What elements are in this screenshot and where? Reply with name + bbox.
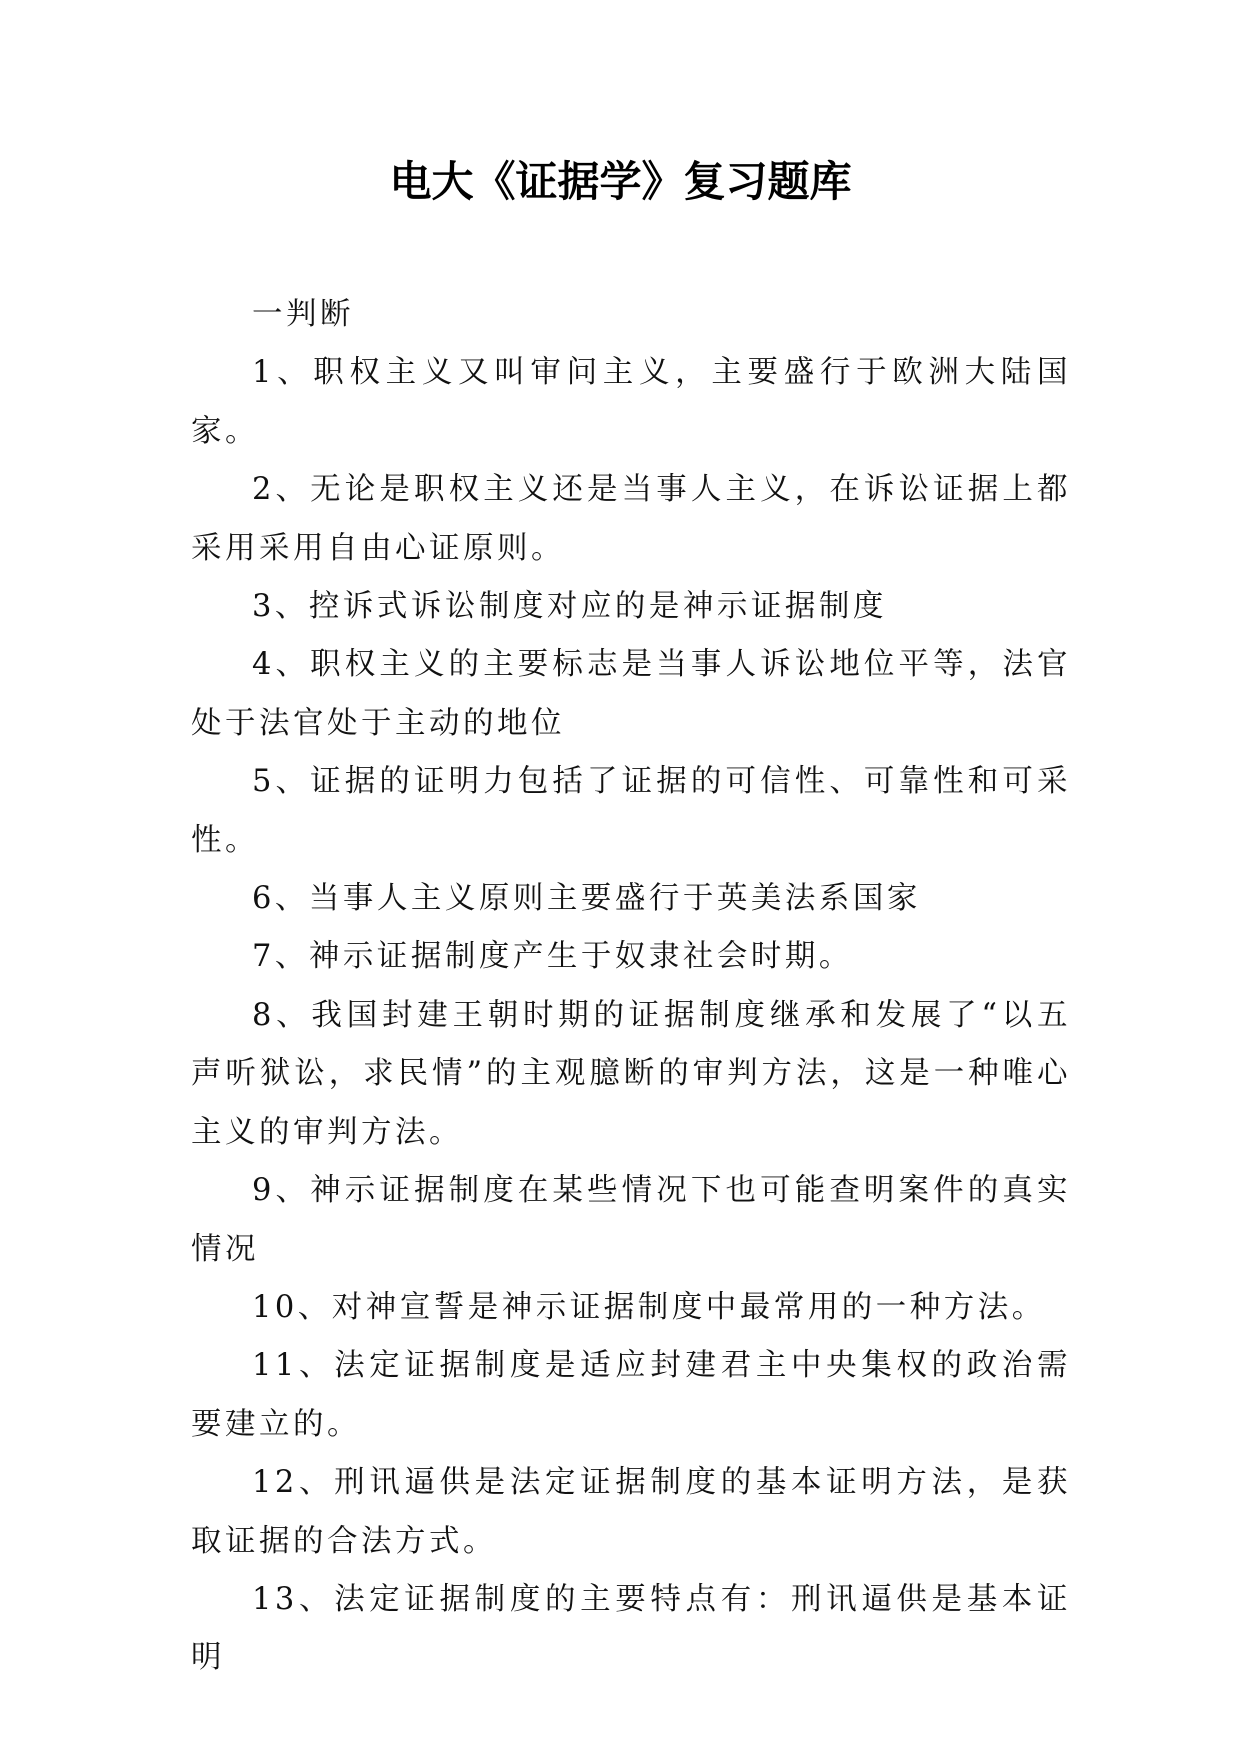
question-item-11: 11、法定证据制度是适应封建君主中央集权的政治需要建立的。	[191, 1348, 1071, 1442]
question-item-9: 9、神示证据制度在某些情况下也可能查明案件的真实情况	[191, 1173, 1071, 1267]
question-item-10: 10、对神宣誓是神示证据制度中最常用的一种方法。	[252, 1289, 1046, 1325]
question-item-8: 8、我国封建王朝时期的证据制度继承和发展了“以五声听狱讼，求民情”的主观臆断的审判方法，这是一种唯心主义的审判方法。	[191, 997, 1071, 1150]
question-item-12: 12、刑讯逼供是法定证据制度的基本证明方法，是获取证据的合法方式。	[191, 1465, 1071, 1559]
question-item-3: 3、控诉式诉讼制度对应的是神示证据制度	[252, 589, 887, 625]
question-item-2: 2、无论是职权主义还是当事人主义，在诉讼证据上都采用采用自由心证原则。	[191, 472, 1071, 566]
question-item-5: 5、证据的证明力包括了证据的可信性、可靠性和可采性。	[191, 764, 1071, 858]
document-title: 电大《证据学》复习题库	[389, 157, 852, 206]
question-item-6: 6、当事人主义原则主要盛行于英美法系国家	[252, 881, 921, 917]
question-item-1: 1、职权主义又叫审问主义，主要盛行于欧洲大陆国家。	[191, 355, 1071, 449]
question-item-4: 4、职权主义的主要标志是当事人诉讼地位平等，法官处于法官处于主动的地位	[191, 647, 1071, 741]
document-body	[191, 286, 1071, 1688]
section-heading: 一判断	[252, 297, 354, 332]
question-item-13: 13、法定证据制度的主要特点有：刑讯逼供是基本证明	[191, 1581, 1071, 1676]
question-item-7: 7、神示证据制度产生于奴隶社会时期。	[252, 939, 853, 975]
